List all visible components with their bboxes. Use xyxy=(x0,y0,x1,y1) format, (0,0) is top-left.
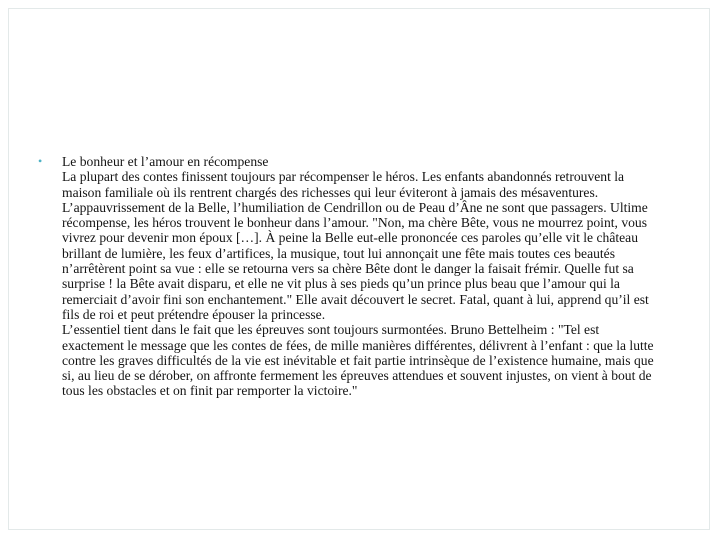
bullet-marker: • xyxy=(38,154,43,168)
body-paragraph-1: La plupart des contes finissent toujours par récompenser le héros. Les enfants abandonnés retrouvent la maison familiale où ils rentrent chargés des richesses qui leur éviteront à jamais des mésaventures. L’appauvrissement de la Belle, l’humiliation de Cendrillon ou de Peau d’Âne ne sont que passagers. Ultime récompense, les héros trouvent le bonheur dans l’amour. "Non, ma chère Bête, vous ne mourrez point, vous vivrez pour devenir mon époux […]. À peine la Belle eut-elle prononcée ces paroles qu’elle vit le château brillant de lumière, les feux d’artifices, la musique, tout lui annonçait une fête mais toutes ces beautés n’arrêtèrent point sa vue : elle se retourna vers sa chère Bête dont le danger la faisait frémir. Quelle fut sa surprise ! la Bête avait disparu, et elle ne vit plus à ses pieds qu’un prince plus beau que l’amour qui la remerciait d’avoir fini son enchantement." Elle avait découvert le secret. Fatal, quant à lui, apprend qu’il est fils de roi et peut prétendre épouser la princesse. xyxy=(62,169,649,322)
body-paragraph-2: L’essentiel tient dans le fait que les épreuves sont toujours surmontées. Bruno Bettelheim : "Tel est exactement le message que les contes de fées, de mille manières différentes, délivrent à l’enfant : que la lutte contre les graves difficultés de la vie est inévitable et fait partie intrinsèque de l’existence humaine, mais que si, au lieu de se dérober, on affronte fermement les épreuves attendues et souvent injustes, on vient à bout de tous les obstacles et on finit par remporter la victoire." xyxy=(62,322,654,399)
bullet-heading: Le bonheur et l’amour en récompense xyxy=(62,154,269,169)
bullet-item xyxy=(38,154,660,399)
